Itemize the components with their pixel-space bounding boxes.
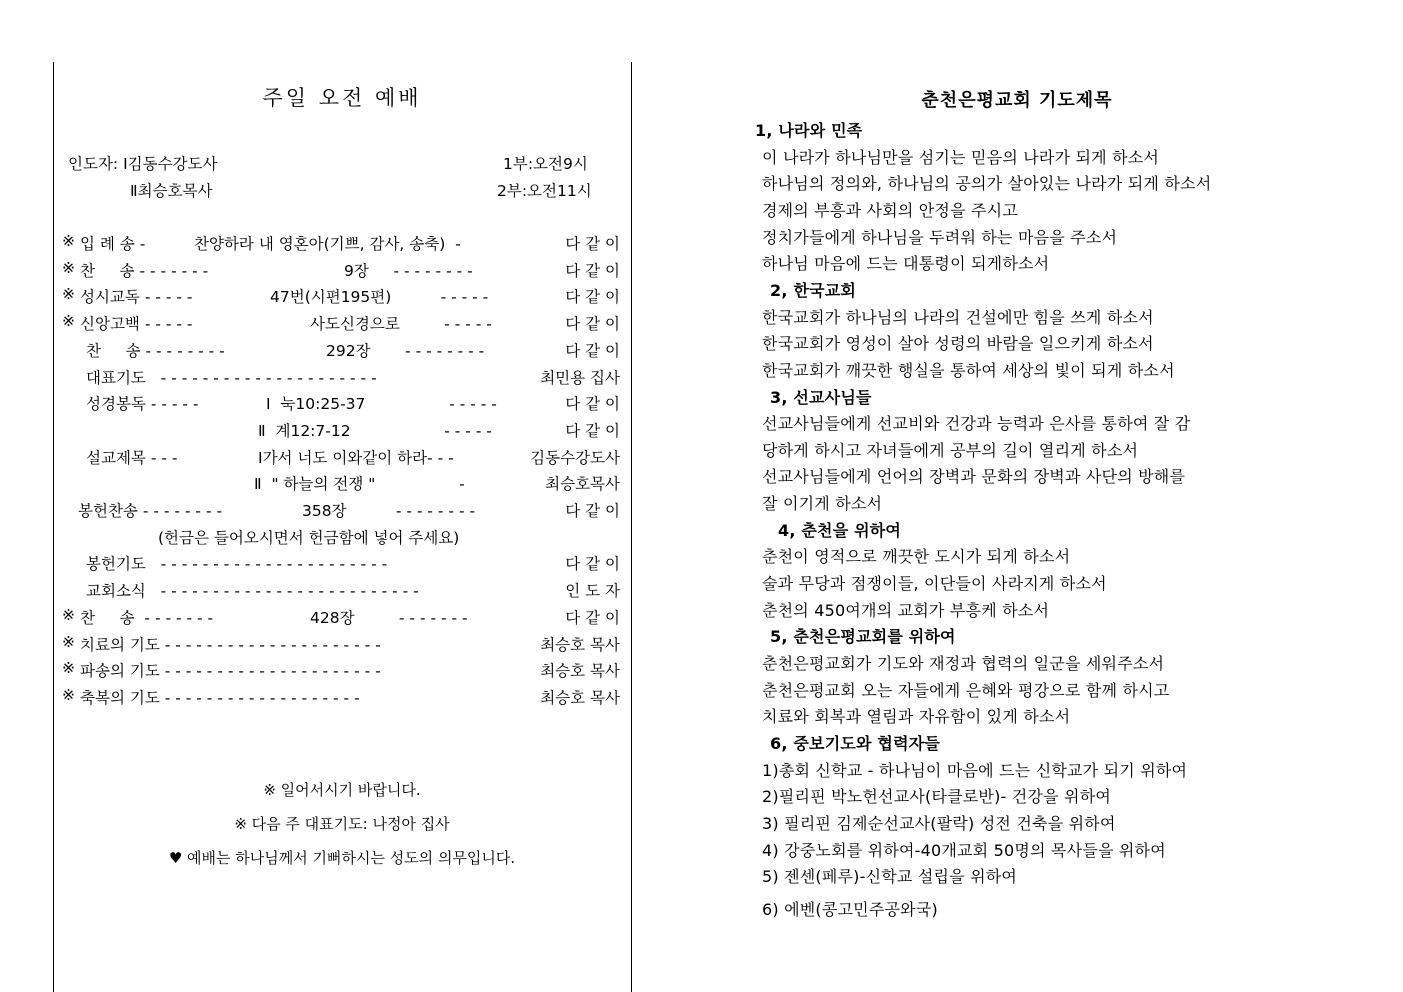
order-content: 사도신경으로 - - - - - — [310, 315, 492, 334]
prayer-item: 한국교회가 하나님의 나라의 건설에만 힘을 쓰게 하소서 — [762, 307, 1154, 327]
reference-mark: ※ — [62, 632, 75, 651]
order-performer: 다 같 이 — [565, 341, 620, 360]
order-label: 파송의 기도 - - - - - - - - - - - - - - - - - - - - - — [80, 662, 381, 681]
prayer-section-heading: 1, 나라와 민족 — [755, 121, 863, 140]
prayer-item: 정치가들에게 하나님을 두려워 하는 마음을 주소서 — [762, 227, 1118, 247]
note-stand: ※ 일어서시기 바랍니다. — [263, 781, 421, 799]
order-performer: 다 같 이 — [565, 315, 620, 334]
order-label: 봉헌찬송 - - - - - - - - — [78, 502, 223, 520]
worship-title: 주일 오전 예배 — [262, 86, 422, 110]
order-content: 9장 - - - - - - - - — [344, 261, 473, 280]
prayer-item: 잘 이기게 하소서 — [762, 494, 883, 514]
prayer-section-heading: 5, 춘천은평교회를 위하여 — [770, 627, 956, 647]
reference-mark: ※ — [62, 285, 75, 304]
order-content: Ⅰ가서 너도 이와같이 하라- - - — [258, 448, 454, 467]
order-content: Ⅰ 눅10:25-37 - - - - - — [266, 395, 497, 414]
note-next-prayer: ※ 다음 주 대표기도: 나정아 집사 — [234, 815, 450, 833]
reference-mark: ※ — [62, 605, 75, 624]
prayer-item: 3) 필리핀 김제순선교사(팔락) 성전 건축을 위하여 — [762, 813, 1116, 833]
prayer-topics-title: 춘천은평교회 기도제목 — [921, 90, 1113, 111]
order-performer: 다 같 이 — [565, 555, 620, 574]
prayer-item: 경제의 부흥과 사회의 안정을 주시고 — [762, 200, 1018, 220]
prayer-item: 선교사님들에게 언어의 장벽과 문화의 장벽과 사단의 방해를 — [762, 467, 1186, 487]
order-label: 교회소식 - - - - - - - - - - - - - - - - - - - - - - - - - — [86, 582, 419, 601]
order-performer: 최승호목사 — [545, 475, 620, 494]
prayer-item: 당하게 하시고 자녀들에게 공부의 길이 열리게 하소서 — [762, 440, 1139, 460]
prayer-item: 5) 젠센(페루)-신학교 설립을 위하여 — [762, 867, 1018, 887]
prayer-item: 1)총회 신학교 - 하나님이 마음에 드는 신학교가 되기 위하여 — [762, 760, 1188, 780]
order-row — [62, 633, 620, 659]
order-performer: 다 같 이 — [565, 235, 620, 253]
order-content: Ⅱ 계12:7-12 - - - - - — [258, 421, 492, 440]
order-row — [62, 686, 620, 712]
order-performer: 다 같 이 — [565, 395, 620, 414]
order-row — [62, 472, 620, 498]
prayer-item: 춘천의 450여개의 교회가 부흥케 하소서 — [762, 600, 1050, 620]
reference-mark: ※ — [62, 685, 75, 704]
prayer-item: 이 나라가 하나님만을 섬기는 믿음의 나라가 되게 하소서 — [762, 147, 1160, 167]
order-row — [62, 552, 620, 578]
order-label: 축복의 기도 - - - - - - - - - - - - - - - - - - - — [80, 688, 360, 707]
order-row — [62, 419, 620, 445]
order-row — [62, 285, 620, 311]
reference-mark: ※ — [62, 312, 75, 331]
prayer-item: 4) 강중노회를 위하여-40개교회 50명의 목사들을 위하여 — [762, 840, 1166, 860]
order-row — [62, 526, 620, 552]
prayer-item: 한국교회가 깨끗한 행실을 통하여 세상의 빛이 되게 하소서 — [762, 360, 1175, 380]
note-worship-duty: ♥ 예배는 하나님께서 기뻐하시는 성도의 의무입니다. — [168, 849, 516, 867]
prayer-item: 술과 무당과 점쟁이들, 이단들이 사라지게 하소서 — [762, 574, 1107, 594]
order-label: 성경봉독 - - - - - — [86, 395, 199, 414]
order-row — [62, 606, 620, 632]
reference-mark: ※ — [62, 232, 75, 250]
order-row — [62, 312, 620, 338]
leader-1: 인도자: Ⅰ김동수강도사 — [68, 155, 218, 173]
order-content: 428장 - - - - - - - — [310, 608, 468, 627]
order-content: 47번(시편195편) - - - - - — [270, 288, 489, 307]
order-label: 찬 송 - - - - - - - — [80, 261, 209, 280]
order-label: 성시교독 - - - - - — [80, 288, 193, 307]
order-label: 설교제목 - - - — [86, 448, 178, 467]
order-content: 292장 - - - - - - - - — [326, 341, 485, 360]
order-row — [62, 366, 620, 392]
order-content: 찬양하라 내 영혼아(기쁘, 감사, 송축) - — [194, 235, 461, 253]
order-row — [62, 446, 620, 472]
order-label: 입 례 송 - — [80, 235, 146, 253]
reference-mark: ※ — [62, 258, 75, 277]
order-performer: 최승호 목사 — [540, 662, 620, 681]
prayer-item: 2)필리핀 박노헌선교사(타클로반)- 건강을 위하여 — [762, 787, 1112, 807]
prayer-item: 춘천이 영적으로 깨끗한 도시가 되게 하소서 — [762, 547, 1071, 567]
order-performer: 다 같 이 — [565, 502, 620, 520]
order-row — [62, 659, 620, 685]
order-label: 봉헌기도 - - - - - - - - - - - - - - - - - - - - - - — [86, 555, 388, 574]
order-row — [62, 579, 620, 605]
order-content: (헌금은 들어오시면서 헌금함에 넣어 주세요) — [158, 528, 460, 547]
service-time-2: 2부:오전11시 — [497, 182, 592, 200]
service-time-1: 1부:오전9시 — [503, 155, 588, 173]
order-row — [62, 499, 620, 525]
prayer-item: 춘천은평교회 오는 자들에게 은혜와 평강으로 함께 하시고 — [762, 680, 1170, 700]
order-row — [62, 339, 620, 365]
prayer-item: 선교사님들에게 선교비와 건강과 능력과 은사를 통하여 잘 감 — [762, 414, 1191, 434]
prayer-item: 하나님의 정의와, 하나님의 공의가 살아있는 나라가 되게 하소서 — [762, 174, 1212, 194]
order-label: 대표기도 - - - - - - - - - - - - - - - - - - - - - — [86, 368, 377, 387]
order-content: Ⅱ " 하늘의 전쟁 " - — [254, 475, 465, 494]
reference-mark: ※ — [62, 659, 75, 678]
prayer-section-heading: 6, 중보기도와 협력자들 — [770, 733, 941, 753]
order-label: 찬 송 - - - - - - - — [80, 608, 214, 627]
order-performer: 다 같 이 — [565, 421, 620, 440]
page-divider-line — [631, 62, 632, 992]
order-performer: 최승호 목사 — [540, 688, 620, 707]
order-label: 치료의 기도 - - - - - - - - - - - - - - - - - - - - - — [80, 635, 381, 654]
order-label: 신앙고백 - - - - - — [80, 315, 193, 334]
leader-2: Ⅱ최승호목사 — [130, 182, 213, 200]
prayer-item: 6) 에벤(콩고민주공와국) — [762, 899, 938, 919]
order-performer: 인 도 자 — [565, 582, 620, 601]
order-row — [62, 392, 620, 418]
order-performer: 최승호 목사 — [540, 635, 620, 654]
order-content: 358장 - - - - - - - - — [302, 502, 476, 520]
order-performer: 김동수강도사 — [530, 448, 620, 467]
prayer-section-heading: 2, 한국교회 — [770, 280, 857, 300]
prayer-item: 한국교회가 영성이 살아 성령의 바람을 일으키게 하소서 — [762, 334, 1154, 354]
order-performer: 다 같 이 — [565, 261, 620, 280]
prayer-item: 하나님 마음에 드는 대통령이 되게하소서 — [762, 254, 1050, 274]
order-performer: 다 같 이 — [565, 608, 620, 627]
order-row — [62, 259, 620, 285]
prayer-section-heading: 3, 선교사님들 — [770, 387, 872, 407]
order-performer: 최민용 집사 — [540, 368, 620, 387]
prayer-item: 춘천은평교회가 기도와 재정과 협력의 일군을 세워주소서 — [762, 654, 1165, 673]
order-performer: 다 같 이 — [565, 288, 620, 307]
prayer-section-heading: 4, 춘천을 위하여 — [778, 520, 902, 540]
order-row — [62, 232, 620, 258]
prayer-item: 치료와 회복과 열림과 자유함이 있게 하소서 — [762, 707, 1071, 727]
order-label: 찬 송 - - - - - - - - — [86, 341, 225, 360]
